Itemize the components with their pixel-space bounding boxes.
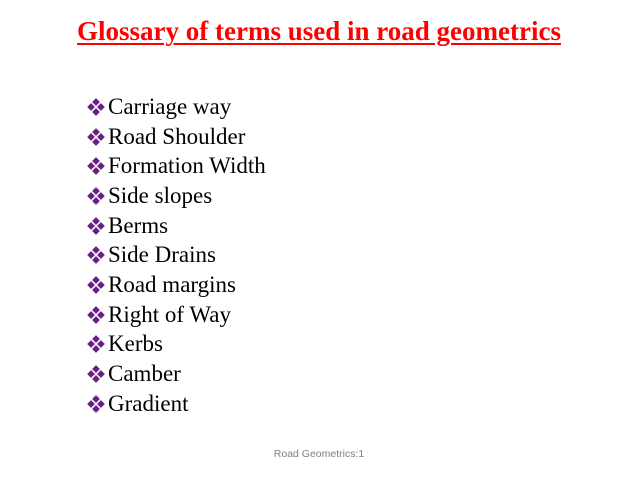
four-diamond-bullet-icon (86, 216, 106, 236)
list-item-label: Gradient (108, 390, 189, 416)
term-list (86, 92, 266, 419)
list-item (86, 122, 266, 152)
four-diamond-bullet-icon (86, 394, 106, 414)
list-item-label: Kerbs (108, 331, 163, 357)
list-item (86, 211, 266, 241)
list-item-label: Carriage way (108, 93, 232, 119)
four-diamond-bullet-icon (86, 97, 106, 117)
four-diamond-bullet-icon (86, 305, 106, 325)
list-item-label: Side slopes (108, 182, 213, 208)
list-item (86, 330, 266, 360)
list-item (86, 151, 266, 181)
four-diamond-bullet-icon (86, 156, 106, 176)
list-item-label: Road margins (108, 271, 236, 297)
four-diamond-bullet-icon (86, 334, 106, 354)
list-item (86, 92, 266, 122)
four-diamond-bullet-icon (86, 245, 106, 265)
slide-title: Glossary of terms used in road geometrics (77, 16, 561, 46)
four-diamond-bullet-icon (86, 275, 106, 295)
list-item-label: Right of Way (108, 301, 231, 327)
list-item-label: Road Shoulder (108, 123, 246, 149)
list-item-label: Camber (108, 361, 181, 387)
list-item-label: Formation Width (108, 153, 266, 179)
list-item (86, 181, 266, 211)
list-item-label: Side Drains (108, 242, 216, 268)
four-diamond-bullet-icon (86, 186, 106, 206)
list-item (86, 300, 266, 330)
four-diamond-bullet-icon (86, 127, 106, 147)
list-item (86, 270, 266, 300)
four-diamond-bullet-icon (86, 364, 106, 384)
slide-footer: Road Geometrics:1 (273, 448, 365, 460)
list-item-label: Berms (108, 212, 169, 238)
list-item (86, 240, 266, 270)
list-item (86, 359, 266, 389)
list-item (86, 389, 266, 419)
